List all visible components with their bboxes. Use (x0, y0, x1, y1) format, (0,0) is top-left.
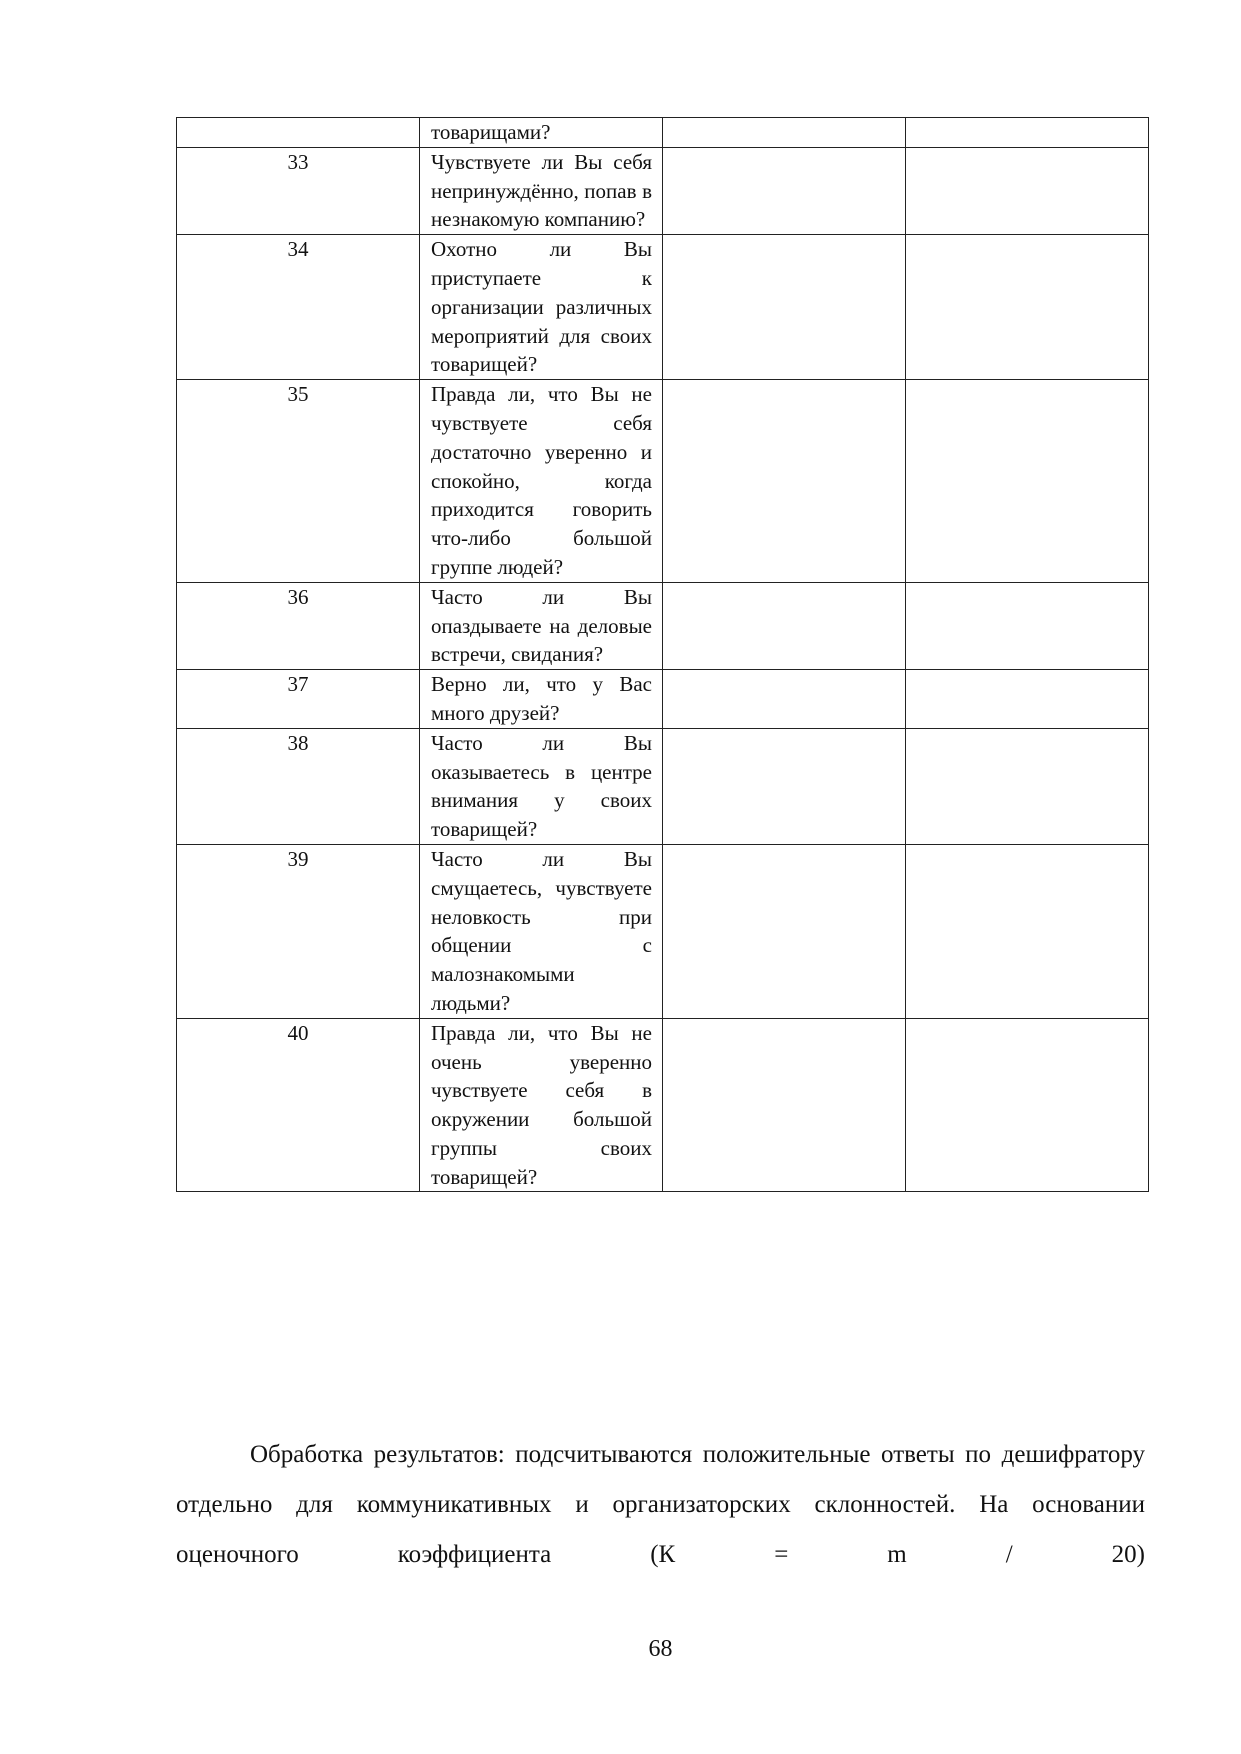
table-row (177, 147, 1149, 234)
results-processing-paragraph: Обработка результатов: подсчитываются положительные ответы по дешифратору отдельно для коммуникативных и организаторских склонностей. На основании оценочного коэффициента (К = m / 20) (176, 1441, 1145, 1568)
question-cell (420, 147, 663, 234)
answer-cell-no (906, 147, 1149, 234)
answer-cell-no (906, 670, 1149, 729)
table-row (177, 844, 1149, 1018)
question-cell (420, 728, 663, 844)
answer-cell-no (906, 1018, 1149, 1192)
question-cell (420, 670, 663, 729)
question-number-cell: 34 (177, 235, 420, 380)
question-number-cell: 36 (177, 582, 420, 669)
answer-cell-yes (663, 670, 906, 729)
table-row (177, 582, 1149, 669)
question-text: Правда ли, что Вы не очень уверенно чувствуете себя в окружении большой группы своих товарищей? (431, 1020, 652, 1189)
table-row (177, 235, 1149, 380)
answer-cell-no (906, 235, 1149, 380)
question-number-cell (177, 118, 420, 148)
question-number-cell: 40 (177, 1018, 420, 1192)
answer-cell-yes (663, 147, 906, 234)
question-text: Верно ли, что у Вас много друзей? (431, 672, 652, 725)
question-text: Правда ли, что Вы не чувствуете себя достаточно уверенно и спокойно, когда приходится говорить что-либо большой группе людей? (431, 382, 652, 579)
question-text: товарищами? (431, 120, 551, 144)
question-cell (420, 235, 663, 380)
answer-cell-yes (663, 1018, 906, 1192)
answer-cell-no (906, 728, 1149, 844)
page-number: 68 (648, 1636, 673, 1662)
answer-cell-no (906, 118, 1149, 148)
question-text: Часто ли Вы опаздываете на деловые встречи, свидания? (431, 584, 652, 667)
table-row (177, 118, 1149, 148)
answer-cell-no (906, 582, 1149, 669)
answer-cell-yes (663, 728, 906, 844)
question-number-cell: 37 (177, 670, 420, 729)
question-cell (420, 118, 663, 148)
answer-cell-yes (663, 235, 906, 380)
question-text: Охотно ли Вы приступаете к организации различных мероприятий для своих товарищей? (431, 237, 652, 377)
answer-cell-yes (663, 582, 906, 669)
answer-cell-no (906, 844, 1149, 1018)
question-number-cell: 35 (177, 380, 420, 583)
question-text: Часто ли Вы смущаетесь, чувствуете неловкость при общении с малознакомыми людьми? (431, 846, 652, 1015)
table-row (177, 1018, 1149, 1192)
answer-cell-yes (663, 380, 906, 583)
table-row (177, 728, 1149, 844)
question-cell (420, 582, 663, 669)
question-cell (420, 844, 663, 1018)
table-row (177, 380, 1149, 583)
questionnaire-table (176, 117, 1149, 1192)
question-text: Чувствуете ли Вы себя непринуждённо, попав в незнакомую компанию? (431, 149, 652, 232)
answer-cell-yes (663, 118, 906, 148)
answer-cell-no (906, 380, 1149, 583)
question-cell (420, 380, 663, 583)
question-text: Часто ли Вы оказываетесь в центре внимания у своих товарищей? (431, 730, 652, 842)
question-number-cell: 38 (177, 728, 420, 844)
table-row (177, 670, 1149, 729)
question-cell (420, 1018, 663, 1192)
question-number-cell: 39 (177, 844, 420, 1018)
question-number-cell: 33 (177, 147, 420, 234)
answer-cell-yes (663, 844, 906, 1018)
